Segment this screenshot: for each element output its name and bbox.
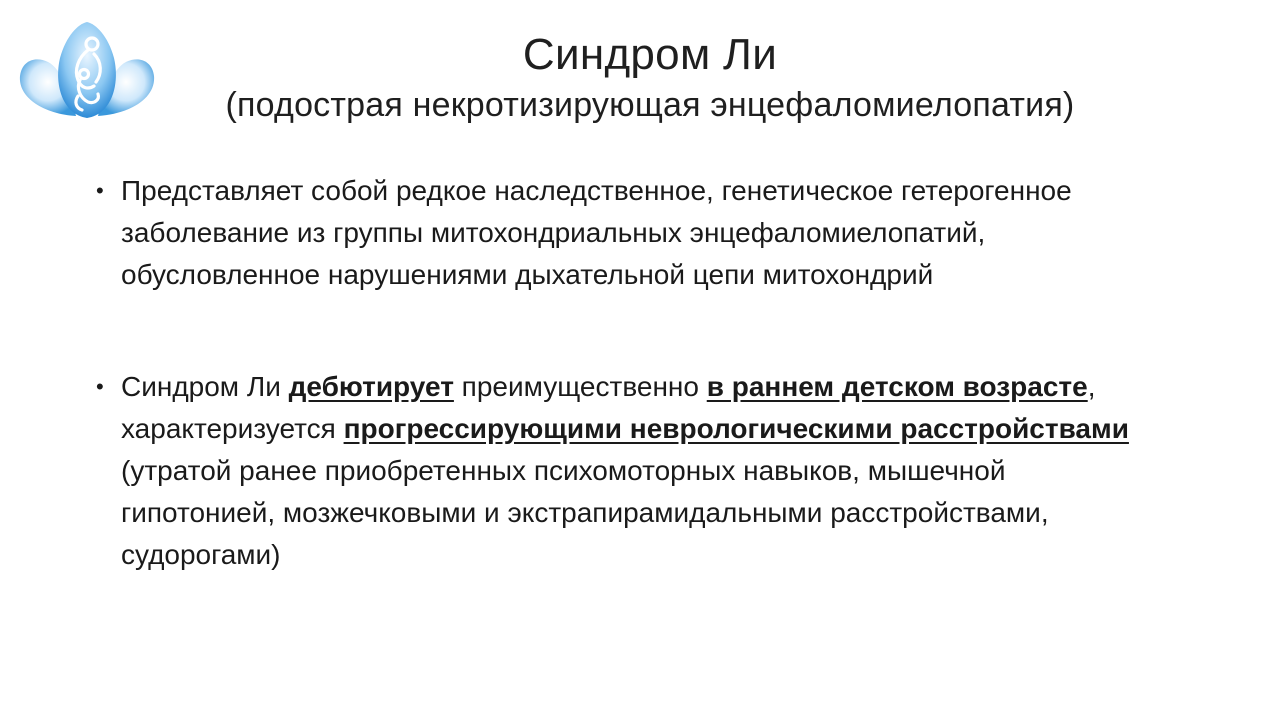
bullet-text-part: преимущественно bbox=[453, 371, 707, 402]
bullet-text: Представляет собой редкое наследственное, генетическое гетерогенное заболевание из группы митохондриальных энцефаломиелопатий, обусловленное нарушениями дыхательной цепи митохондрий bbox=[121, 175, 1072, 290]
bullet-dot-icon: • bbox=[96, 374, 104, 399]
bullet-item-definition bbox=[96, 170, 1156, 296]
emphasis-neuro-disorders: прогрессирующими неврологическими расстройствами bbox=[343, 413, 1129, 444]
mother-child-logo-icon bbox=[14, 18, 160, 122]
slide-title: Синдром Ли bbox=[522, 30, 778, 79]
bullet-text-part: , характеризуется bbox=[121, 371, 1096, 444]
bullet-text-part: Синдром Ли bbox=[121, 371, 289, 402]
bullet-dot-icon: • bbox=[96, 178, 104, 203]
slide-subtitle: (подострая некротизирующая энцефаломиелопатия) bbox=[225, 86, 1075, 124]
bullet-text-part: (утратой ранее приобретенных психомоторных навыков, мышечной гипотонией, мозжечковыми и экстрапирамидальными расстройствами, судорогами) bbox=[121, 455, 1049, 570]
title-block bbox=[150, 26, 1150, 126]
emphasis-debut: дебютирует bbox=[288, 371, 454, 402]
bullet-list bbox=[96, 170, 1156, 576]
bullet-item-onset bbox=[96, 366, 1156, 576]
emphasis-early-age: в раннем детском возрасте bbox=[706, 371, 1088, 402]
